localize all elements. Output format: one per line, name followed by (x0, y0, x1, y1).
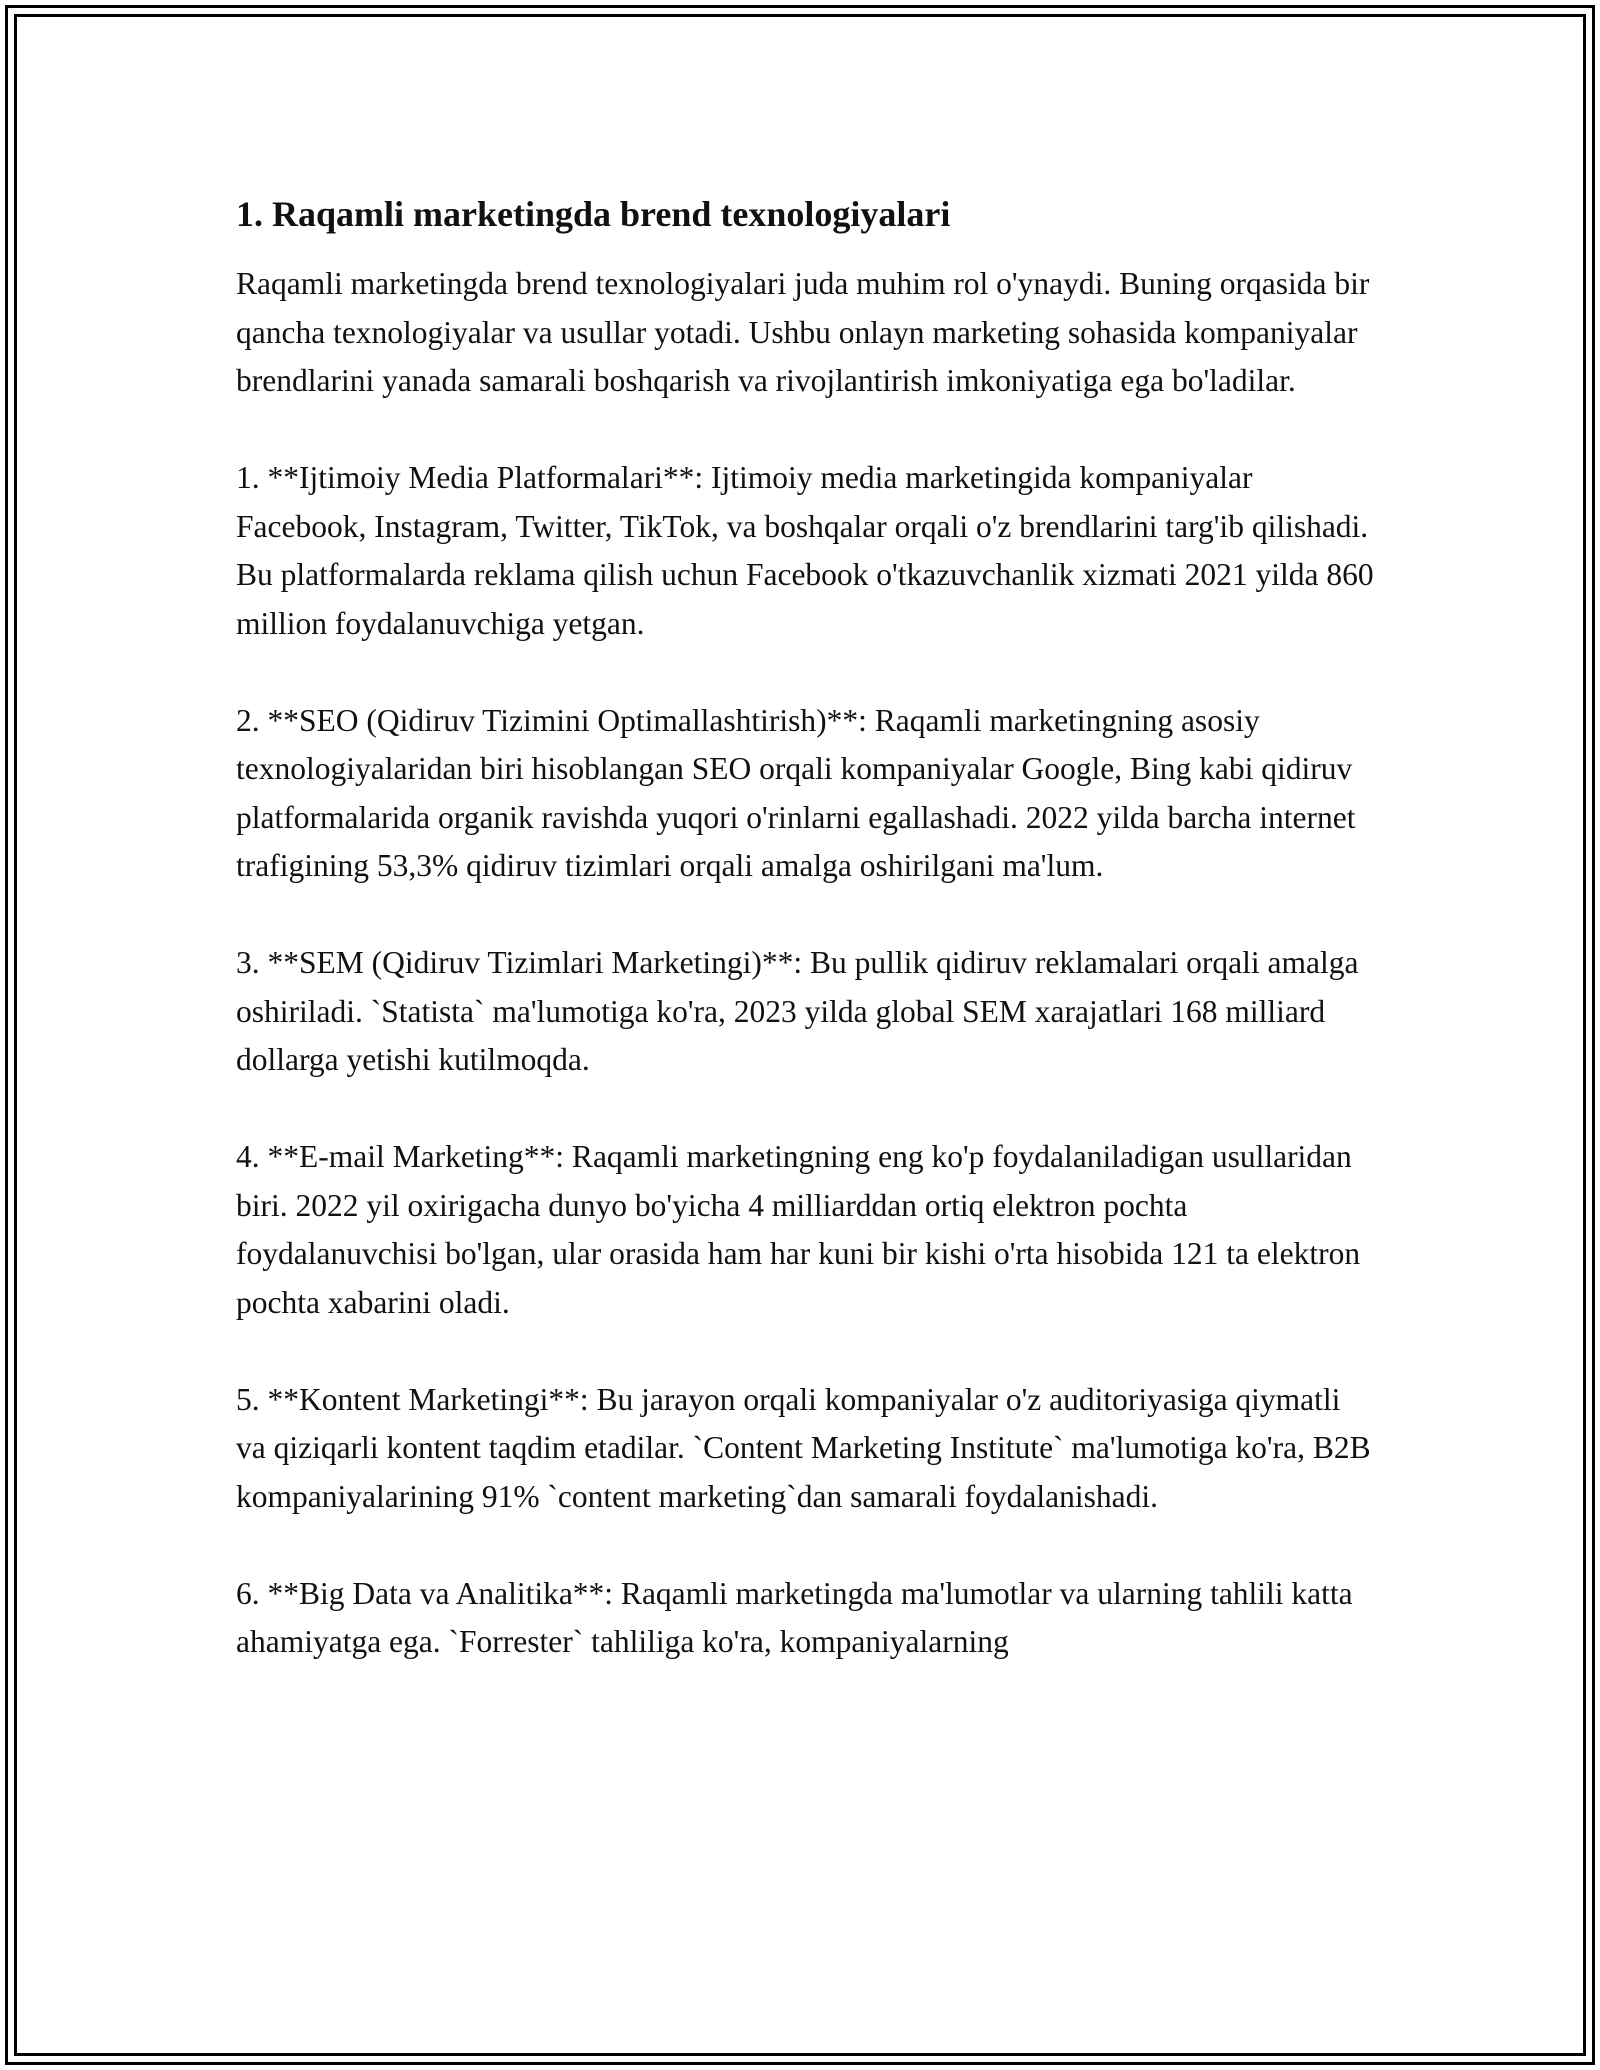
document-body (236, 178, 1376, 1667)
list-item-big-data: 6. **Big Data va Analitika**: Raqamli marketingda ma'lumotlar va ularning tahlili katta ahamiyatga ega. `Forrester` tahliliga ko'ra, kompaniyalarning (236, 1575, 1353, 1659)
list-item-seo: 2. **SEO (Qidiruv Tizimini Optimallashtirish)**: Raqamli marketingning asosiy texnologiyalaridan biri hisoblangan SEO orqali kompaniyalar Google, Bing kabi qidiruv platformalarida organik ravishda yuqori o'rinlarni egallashadi. 2022 yilda barcha internet trafigining 53,3% qidiruv tizimlari orqali amalga oshirilgani ma'lum. (236, 702, 1356, 883)
document-title: 1. Raqamli marketingda brend texnologiyalari (236, 194, 951, 234)
list-item-content-marketing: 5. **Kontent Marketingi**: Bu jarayon orqali kompaniyalar o'z auditoriyasiga qiymatli va qiziqarli kontent taqdim etadilar. `Content Marketing Institute` ma'lumotiga ko'ra, B2B kompaniyalarining 91% `content marketing`dan samarali foydalanishadi. (236, 1381, 1371, 1514)
list-item-sem: 3. **SEM (Qidiruv Tizimlari Marketingi)**: Bu pullik qidiruv reklamalari orqali amalga oshiriladi. `Statista` ma'lumotiga ko'ra, 2023 yilda global SEM xarajatlari 168 milliard dollarga yetishi kutilmoqda. (236, 945, 1359, 1077)
list-item-email-marketing: 4. **E-mail Marketing**: Raqamli marketingning eng ko'p foydalaniladigan usullaridan biri. 2022 yil oxirigacha dunyo bo'yicha 4 milliarddan ortiq elektron pochta foydalanuvchisi bo'lgan, ular orasida ham har kuni bir kishi o'rta hisobida 121 ta elektron pochta xabarini oladi. (236, 1139, 1361, 1320)
intro-paragraph: Raqamli marketingda brend texnologiyalari juda muhim rol o'ynaydi. Buning orqasida bir qancha texnologiyalar va usullar yotadi. Ushbu onlayn marketing sohasida kompaniyalar brendlarini yanada samarali boshqarish va rivojlantirish imkoniyatiga ega bo'ladilar. (236, 266, 1370, 398)
list-item-social-media: 1. **Ijtimoiy Media Platformalari**: Ijtimoiy media marketingida kompaniyalar Facebook, Instagram, Twitter, TikTok, va boshqalar orqali o'z brendlarini targ'ib qilishadi. Bu platformalarda reklama qilish uchun Facebook o'tkazuvchanlik xizmati 2021 yilda 860 million foydalanuvchiga yetgan. (236, 460, 1374, 641)
